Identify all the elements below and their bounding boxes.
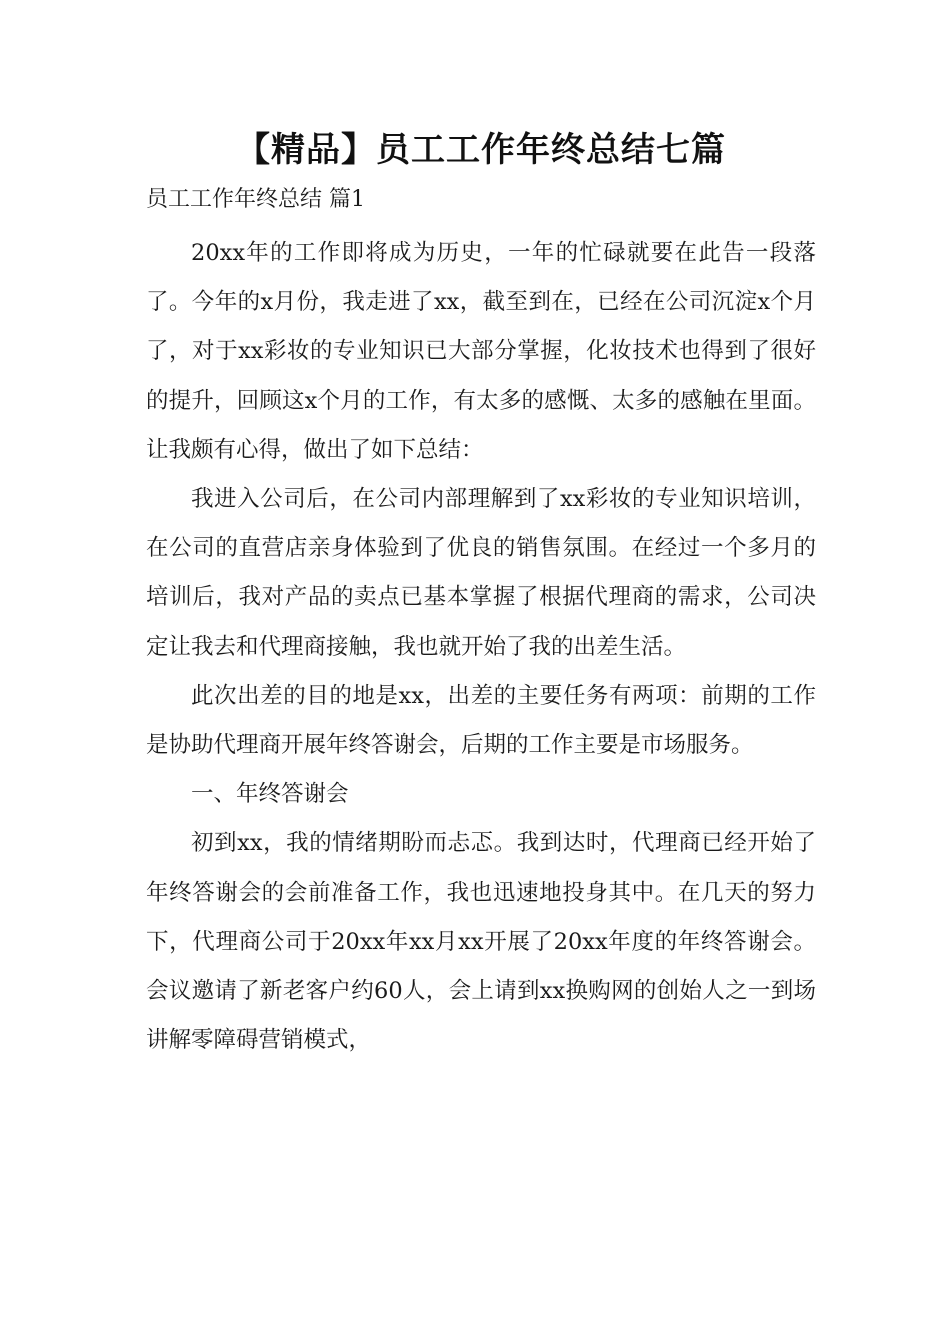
paragraph-1: 20xx年的工作即将成为历史，一年的忙碌就要在此告一段落了。今年的x月份，我走进了xx，截至到在，已经在公司沉淀x个月了，对于xx彩妆的专业知识已大部分掌握，化妆技术也得到了很好的提升，回顾这x个月的工作，有太多的感慨、太多的感触在里面。让我颇有心得，做出了如下总结： <box>146 240 816 463</box>
document-body <box>146 229 816 1065</box>
paragraph-4: 初到xx，我的情绪期盼而忐忑。我到达时，代理商已经开始了年终答谢会的会前准备工作，我也迅速地投身其中。在几天的努力下，代理商公司于20xx年xx月xx开展了20xx年度的年终答谢会。会议邀请了新老客户约60人，会上请到xx换购网的创始人之一到场讲解零障碍营销模式， <box>146 830 816 1054</box>
section-heading: 员工工作年终总结 篇1 <box>146 187 365 212</box>
subheading-year-end-thanks: 一、年终答谢会 <box>191 781 349 808</box>
document-title: 【精品】员工工作年终总结七篇 <box>236 130 726 170</box>
paragraph-2: 我进入公司后，在公司内部理解到了xx彩妆的专业知识培训，在公司的直营店亲身体验到了优良的销售氛围。在经过一个多月的培训后，我对产品的卖点已基本掌握了根据代理商的需求，公司决定让我去和代理商接触，我也就开始了我的出差生活。 <box>146 486 816 660</box>
paragraph-3: 此次出差的目的地是xx，出差的主要任务有两项：前期的工作是协助代理商开展年终答谢会，后期的工作主要是市场服务。 <box>146 682 816 759</box>
